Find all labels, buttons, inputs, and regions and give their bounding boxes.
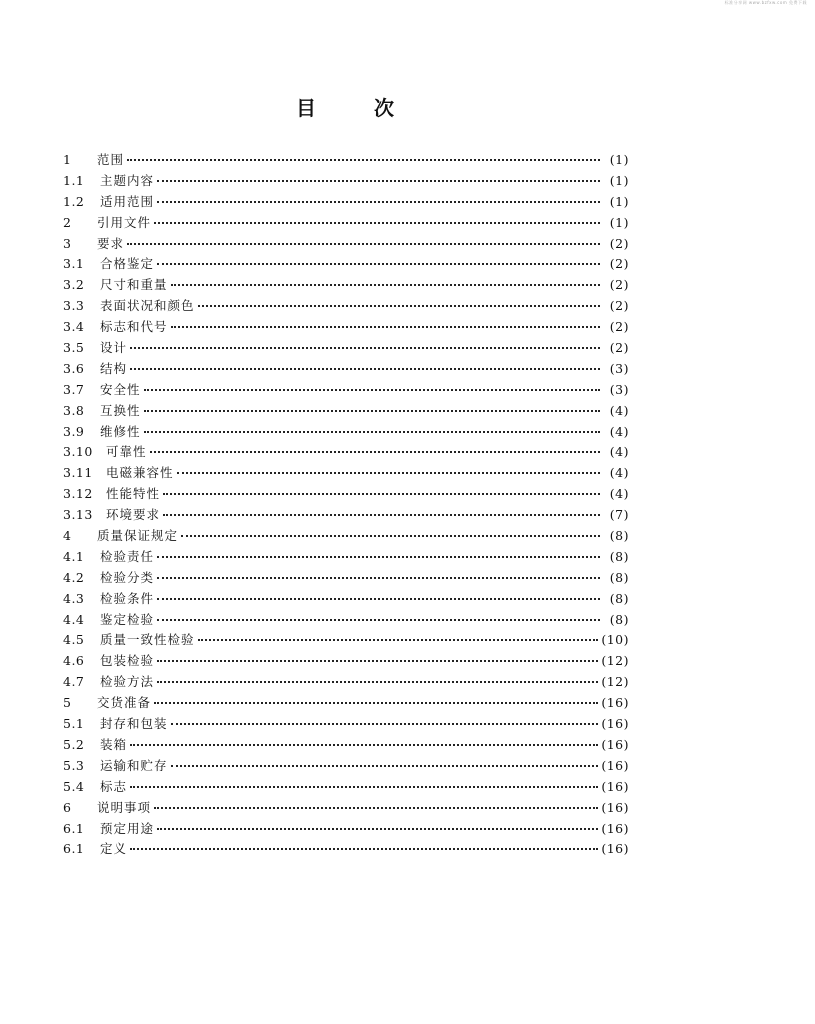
toc-entry-number: 4.1 bbox=[63, 548, 85, 564]
toc-entry-number: 3.5 bbox=[63, 340, 85, 356]
toc-dot-leader bbox=[130, 368, 600, 370]
toc-entry-number: 3.3 bbox=[63, 298, 85, 314]
toc-entry[interactable] bbox=[63, 275, 629, 296]
toc-dot-leader bbox=[150, 451, 600, 453]
toc-entry-page: (16) bbox=[601, 757, 629, 773]
toc-entry-page: (4) bbox=[609, 465, 629, 481]
toc-entry-page: (3) bbox=[609, 381, 629, 397]
toc-entry-page: (8) bbox=[609, 611, 629, 627]
toc-entry[interactable] bbox=[63, 442, 629, 463]
toc-entry-number: 5 bbox=[63, 695, 72, 711]
toc-entry-number: 4.3 bbox=[63, 590, 85, 606]
toc-entry[interactable] bbox=[63, 798, 629, 819]
toc-entry-label: 表面状况和颜色 bbox=[100, 298, 195, 314]
toc-dot-leader bbox=[157, 619, 600, 621]
toc-entry-label: 尺寸和重量 bbox=[100, 277, 168, 293]
toc-entry[interactable] bbox=[63, 693, 629, 714]
toc-dot-leader bbox=[154, 222, 600, 224]
toc-entry-label: 检验方法 bbox=[100, 674, 155, 690]
toc-entry-number: 2 bbox=[63, 214, 72, 230]
toc-entry[interactable] bbox=[63, 234, 629, 255]
toc-entry-page: (16) bbox=[601, 841, 629, 857]
toc-entry[interactable] bbox=[63, 171, 629, 192]
toc-entry-label: 环境要求 bbox=[106, 507, 161, 523]
toc-entry-page: (4) bbox=[609, 423, 629, 439]
toc-entry-label: 质量一致性检验 bbox=[100, 632, 195, 648]
toc-entry[interactable] bbox=[63, 463, 629, 484]
toc-entry[interactable] bbox=[63, 422, 629, 443]
toc-entry-label: 维修性 bbox=[100, 423, 141, 439]
toc-entry-label: 结构 bbox=[100, 360, 128, 376]
table-of-contents bbox=[63, 150, 629, 860]
toc-entry-label: 性能特性 bbox=[106, 486, 161, 502]
toc-entry-page: (2) bbox=[609, 298, 629, 314]
toc-entry-number: 3.2 bbox=[63, 277, 85, 293]
toc-entry-page: (8) bbox=[609, 590, 629, 606]
toc-entry-number: 5.2 bbox=[63, 736, 85, 752]
toc-entry[interactable] bbox=[63, 714, 629, 735]
toc-entry[interactable] bbox=[63, 254, 629, 275]
toc-entry-number: 1 bbox=[63, 152, 72, 167]
toc-entry-label: 引用文件 bbox=[97, 214, 152, 230]
toc-entry-label: 包装检验 bbox=[100, 653, 155, 669]
title-char-left: 目 bbox=[296, 96, 316, 120]
toc-entry[interactable] bbox=[63, 568, 629, 589]
toc-entry-number: 3.4 bbox=[63, 319, 85, 335]
toc-entry-number: 1.1 bbox=[63, 172, 85, 188]
toc-dot-leader bbox=[181, 535, 600, 537]
toc-entry-number: 3.12 bbox=[63, 486, 93, 502]
toc-dot-leader bbox=[171, 723, 599, 725]
toc-dot-leader bbox=[171, 284, 600, 286]
toc-entry-number: 4.6 bbox=[63, 653, 85, 669]
toc-dot-leader bbox=[130, 786, 598, 788]
toc-entry[interactable] bbox=[63, 338, 629, 359]
toc-entry-label: 说明事项 bbox=[97, 799, 152, 815]
toc-entry-label: 交货准备 bbox=[97, 695, 152, 711]
toc-entry[interactable] bbox=[63, 317, 629, 338]
toc-dot-leader bbox=[157, 263, 600, 265]
toc-entry-label: 主题内容 bbox=[100, 172, 155, 188]
toc-entry-label: 安全性 bbox=[100, 381, 141, 397]
toc-entry-page: (8) bbox=[609, 528, 629, 544]
toc-entry-page: (16) bbox=[601, 820, 629, 836]
toc-dot-leader bbox=[130, 744, 598, 746]
toc-entry-label: 标志和代号 bbox=[100, 319, 168, 335]
toc-entry-page: (1) bbox=[609, 214, 629, 230]
toc-entry-label: 设计 bbox=[100, 340, 128, 356]
toc-entry-number: 3.8 bbox=[63, 402, 85, 418]
toc-entry-page: (16) bbox=[601, 736, 629, 752]
toc-entry-number: 5.1 bbox=[63, 716, 85, 732]
toc-dot-leader bbox=[154, 702, 598, 704]
toc-entry-page: (10) bbox=[601, 632, 629, 648]
toc-entry-label: 标志 bbox=[100, 778, 128, 794]
toc-entry[interactable] bbox=[63, 505, 629, 526]
toc-entry[interactable] bbox=[63, 150, 629, 171]
toc-entry[interactable] bbox=[63, 526, 629, 547]
toc-entry-number: 6.1 bbox=[63, 820, 85, 836]
toc-entry-label: 检验条件 bbox=[100, 590, 155, 606]
toc-entry[interactable] bbox=[63, 589, 629, 610]
toc-entry-number: 4.2 bbox=[63, 569, 85, 585]
toc-entry-page: (2) bbox=[609, 235, 629, 251]
toc-entry[interactable] bbox=[63, 756, 629, 777]
toc-entry-page: (4) bbox=[609, 444, 629, 460]
toc-entry-number: 3.6 bbox=[63, 360, 85, 376]
toc-entry[interactable] bbox=[63, 777, 629, 798]
toc-entry[interactable] bbox=[63, 819, 629, 840]
toc-entry-label: 定义 bbox=[100, 841, 128, 857]
toc-entry-number: 3.7 bbox=[63, 381, 85, 397]
toc-entry-label: 要求 bbox=[97, 235, 125, 251]
toc-entry-page: (4) bbox=[609, 402, 629, 418]
toc-entry-label: 互换性 bbox=[100, 402, 141, 418]
toc-dot-leader bbox=[157, 598, 600, 600]
toc-dot-leader bbox=[157, 577, 600, 579]
toc-dot-leader bbox=[177, 472, 600, 474]
toc-entry-page: (1) bbox=[609, 172, 629, 188]
toc-entry-page: (7) bbox=[609, 507, 629, 523]
toc-dot-leader bbox=[163, 493, 600, 495]
toc-dot-leader bbox=[127, 159, 600, 161]
toc-entry-page: (2) bbox=[609, 256, 629, 272]
toc-dot-leader bbox=[157, 201, 600, 203]
toc-entry-number: 5.3 bbox=[63, 757, 85, 773]
toc-entry-label: 封存和包装 bbox=[100, 716, 168, 732]
toc-entry-page: (8) bbox=[609, 569, 629, 585]
toc-entry[interactable] bbox=[63, 380, 629, 401]
toc-entry-number: 6 bbox=[63, 799, 72, 815]
toc-entry-label: 预定用途 bbox=[100, 820, 155, 836]
toc-entry-page: (16) bbox=[601, 799, 629, 815]
toc-entry-label: 运输和贮存 bbox=[100, 757, 168, 773]
toc-entry-page: (2) bbox=[609, 340, 629, 356]
toc-entry-number: 1.2 bbox=[63, 193, 85, 209]
toc-entry-page: (16) bbox=[601, 695, 629, 711]
toc-entry-label: 装箱 bbox=[100, 736, 128, 752]
toc-entry[interactable] bbox=[63, 359, 629, 380]
toc-entry-page: (12) bbox=[601, 653, 629, 669]
toc-dot-leader bbox=[157, 681, 598, 683]
toc-dot-leader bbox=[157, 556, 600, 558]
toc-entry-page: (1) bbox=[609, 193, 629, 209]
toc-entry[interactable] bbox=[63, 651, 629, 672]
toc-dot-leader bbox=[171, 326, 600, 328]
toc-entry-number: 4.5 bbox=[63, 632, 85, 648]
toc-entry-page: (2) bbox=[609, 277, 629, 293]
toc-dot-leader bbox=[127, 243, 600, 245]
toc-entry-page: (4) bbox=[609, 486, 629, 502]
toc-entry-page: (1) bbox=[609, 152, 629, 167]
toc-entry-label: 质量保证规定 bbox=[97, 528, 179, 544]
toc-entry-label: 范围 bbox=[97, 152, 125, 167]
toc-dot-leader bbox=[144, 431, 600, 433]
toc-dot-leader bbox=[171, 765, 599, 767]
toc-dot-leader bbox=[198, 305, 600, 307]
toc-entry[interactable] bbox=[63, 672, 629, 693]
toc-entry-page: (16) bbox=[601, 716, 629, 732]
toc-dot-leader bbox=[198, 639, 599, 641]
toc-entry-number: 3.1 bbox=[63, 256, 85, 272]
toc-entry[interactable] bbox=[63, 547, 629, 568]
toc-entry[interactable] bbox=[63, 839, 629, 860]
toc-entry-page: (12) bbox=[601, 674, 629, 690]
toc-entry-number: 3.11 bbox=[63, 465, 93, 481]
toc-entry-label: 电磁兼容性 bbox=[106, 465, 174, 481]
toc-dot-leader bbox=[130, 347, 600, 349]
toc-dot-leader bbox=[157, 180, 600, 182]
toc-dot-leader bbox=[163, 514, 600, 516]
toc-entry-number: 4 bbox=[63, 528, 72, 544]
toc-entry[interactable] bbox=[63, 213, 629, 234]
toc-entry-label: 适用范围 bbox=[100, 193, 155, 209]
toc-dot-leader bbox=[130, 848, 598, 850]
toc-entry-label: 合格鉴定 bbox=[100, 256, 155, 272]
toc-entry-number: 4.7 bbox=[63, 674, 85, 690]
toc-dot-leader bbox=[144, 389, 600, 391]
page-title bbox=[0, 92, 690, 121]
toc-entry[interactable] bbox=[63, 192, 629, 213]
toc-entry[interactable] bbox=[63, 401, 629, 422]
toc-entry[interactable] bbox=[63, 296, 629, 317]
toc-entry-label: 鉴定检验 bbox=[100, 611, 155, 627]
toc-entry[interactable] bbox=[63, 484, 629, 505]
toc-entry-page: (8) bbox=[609, 548, 629, 564]
toc-entry-number: 3.9 bbox=[63, 423, 85, 439]
toc-entry-page: (2) bbox=[609, 319, 629, 335]
toc-entry[interactable] bbox=[63, 735, 629, 756]
toc-entry-number: 4.4 bbox=[63, 611, 85, 627]
toc-entry[interactable] bbox=[63, 610, 629, 631]
toc-entry-number: 3.13 bbox=[63, 507, 93, 523]
toc-entry-page: (3) bbox=[609, 360, 629, 376]
title-char-right: 次 bbox=[374, 96, 394, 120]
toc-entry-label: 检验责任 bbox=[100, 548, 155, 564]
toc-entry-label: 可靠性 bbox=[106, 444, 147, 460]
toc-entry-page: (16) bbox=[601, 778, 629, 794]
toc-entry-number: 6.1 bbox=[63, 841, 85, 857]
corner-watermark-text: 标准分享网 www.bzfxw.com 免费下载 bbox=[724, 0, 807, 5]
toc-dot-leader bbox=[157, 660, 598, 662]
toc-entry-label: 检验分类 bbox=[100, 569, 155, 585]
toc-entry-number: 3 bbox=[63, 235, 72, 251]
toc-dot-leader bbox=[157, 828, 598, 830]
toc-entry[interactable] bbox=[63, 630, 629, 651]
toc-dot-leader bbox=[154, 807, 598, 809]
toc-dot-leader bbox=[144, 410, 600, 412]
toc-entry-number: 5.4 bbox=[63, 778, 85, 794]
toc-entry-number: 3.10 bbox=[63, 444, 93, 460]
